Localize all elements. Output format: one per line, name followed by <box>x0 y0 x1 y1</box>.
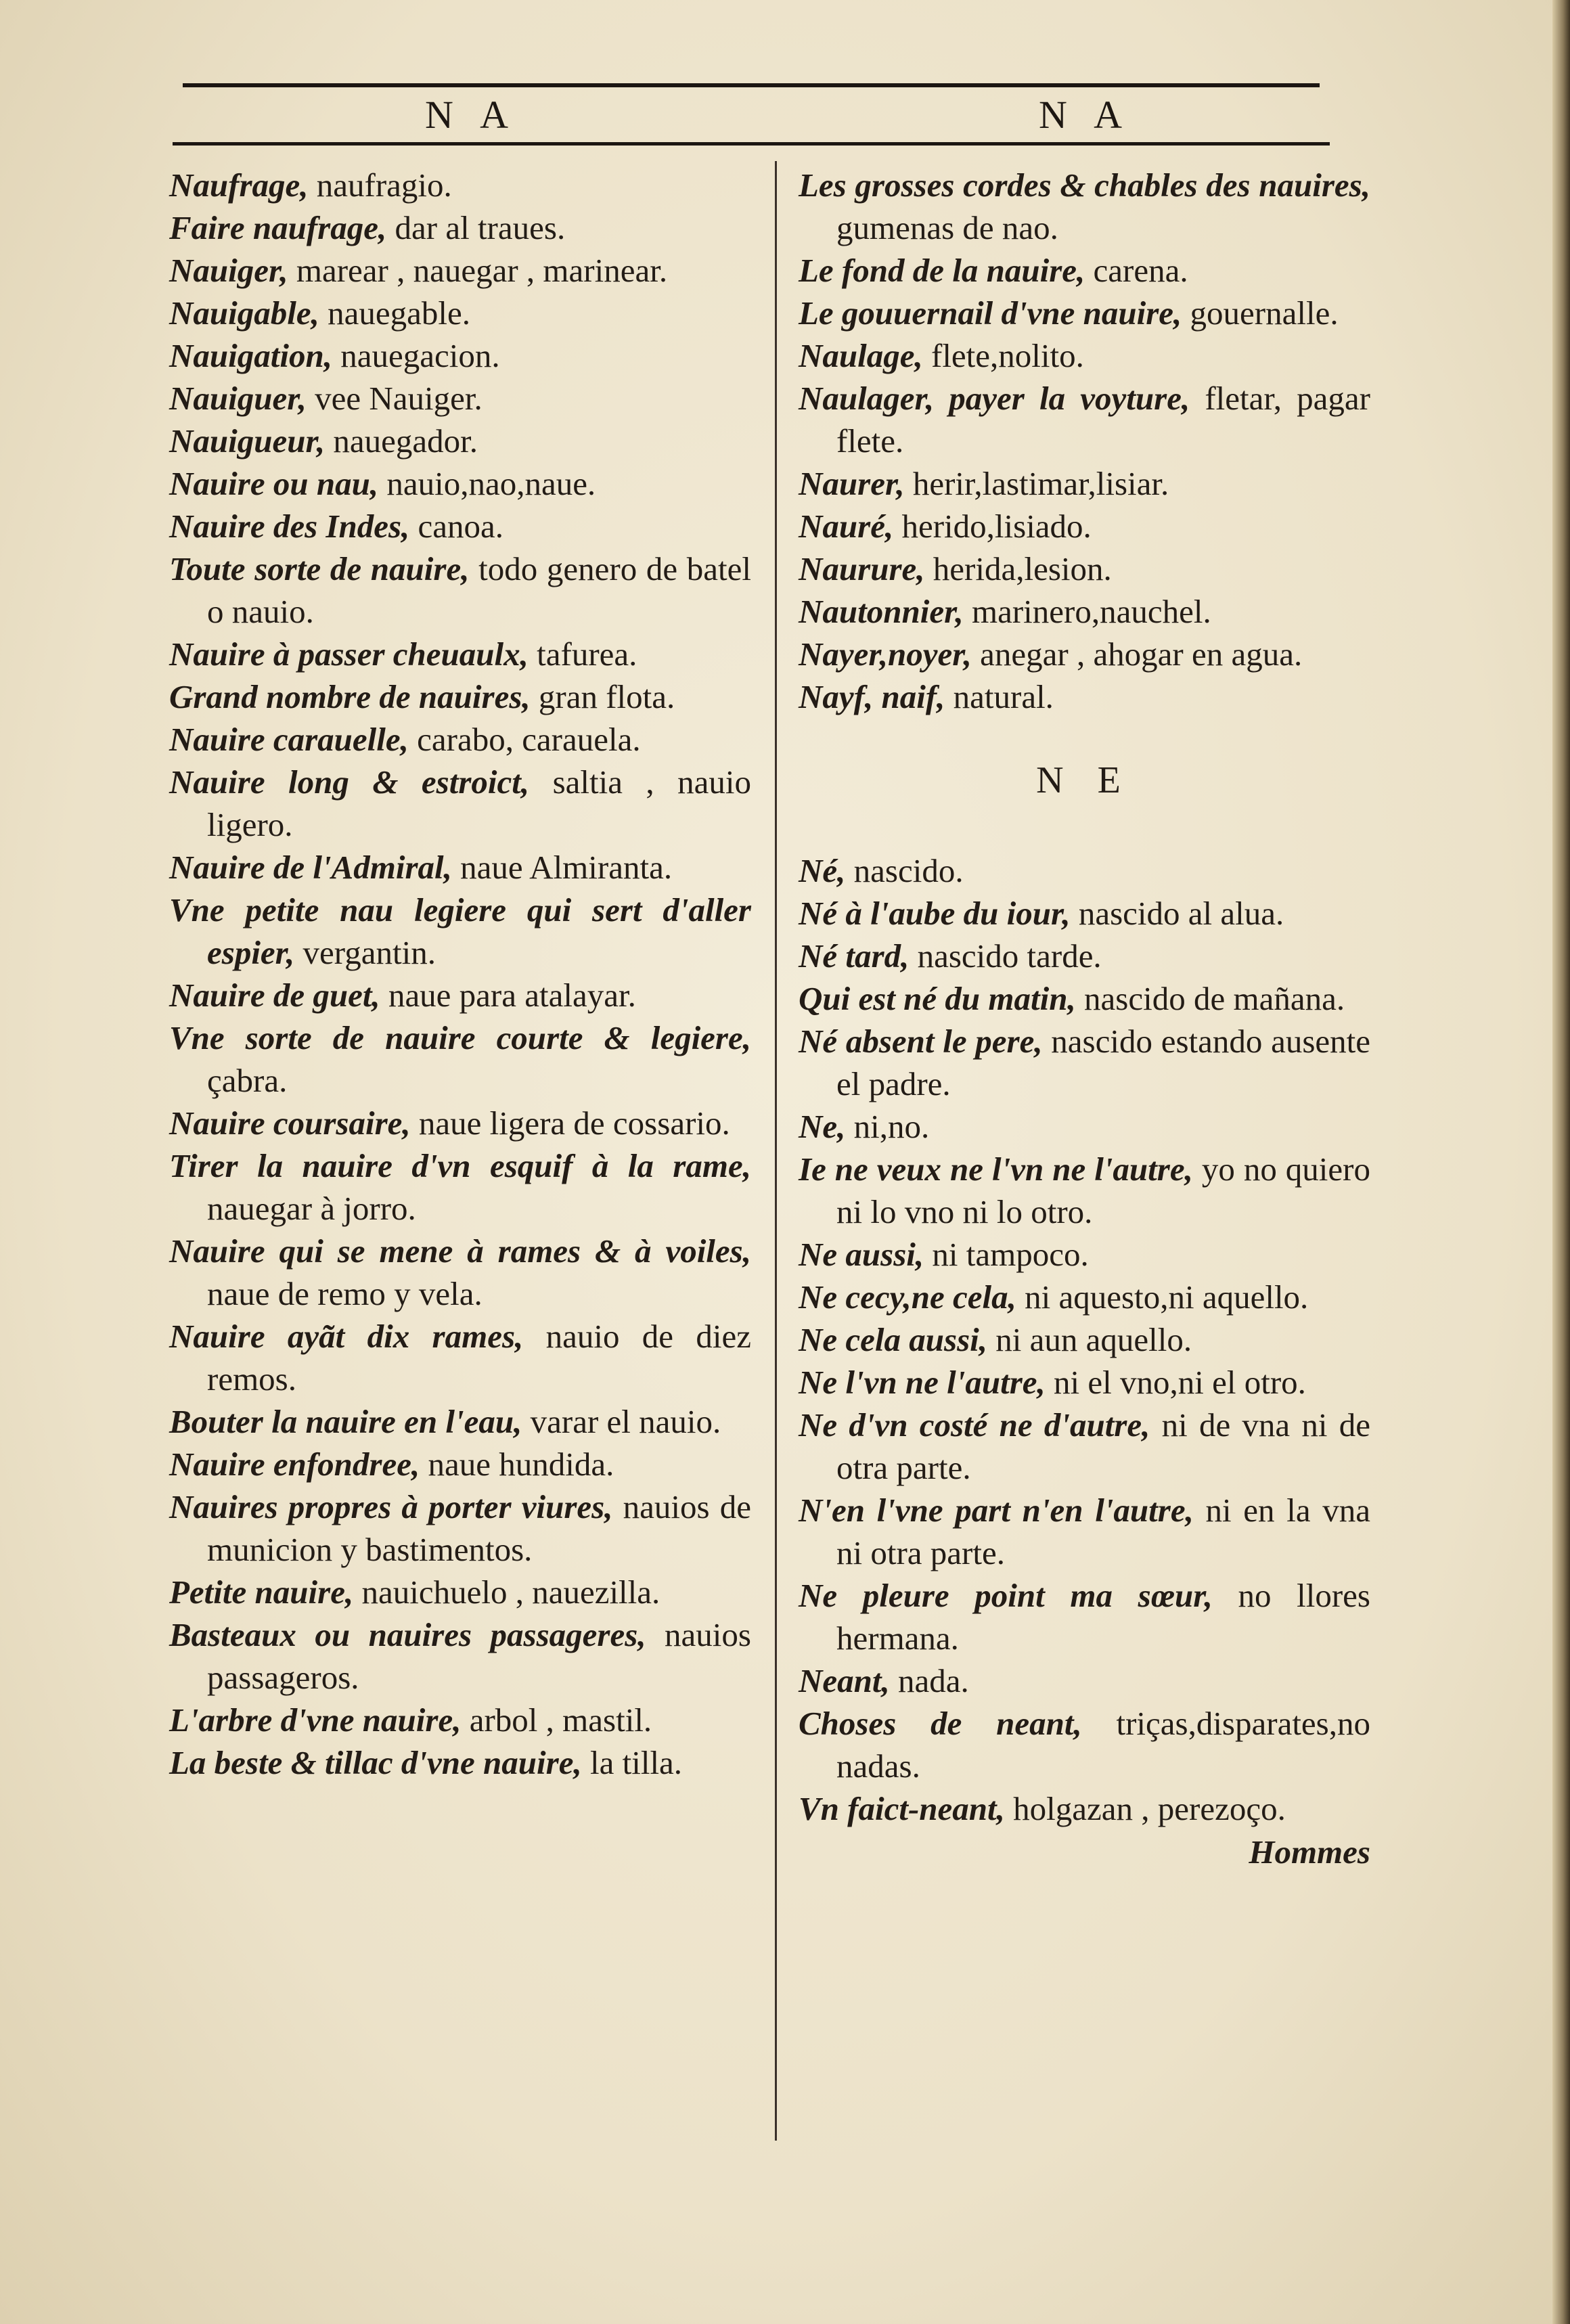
spanish-translation: nascido de mañana. <box>1075 980 1345 1017</box>
spanish-translation: naue para atalayar. <box>380 977 636 1014</box>
spanish-translation: anegar , ahogar en agua. <box>971 635 1303 673</box>
dictionary-entry <box>799 1404 1370 1489</box>
spanish-translation: herir,lastimar,lisiar. <box>904 465 1169 502</box>
dictionary-entry <box>799 1020 1370 1105</box>
dictionary-entry <box>169 974 751 1016</box>
header-left: N A <box>425 93 518 137</box>
dictionary-entry <box>169 1400 751 1443</box>
french-headword: Vn faict-neant, <box>799 1790 1005 1827</box>
french-headword: Nayf, naif, <box>799 678 945 715</box>
french-headword: Ne aussi, <box>799 1236 924 1273</box>
dictionary-entry <box>799 249 1370 292</box>
spanish-translation: nauegacion. <box>332 337 500 374</box>
header-right: N A <box>1039 93 1132 137</box>
french-headword: Nayer,noyer, <box>799 635 972 673</box>
dictionary-entry <box>169 505 751 548</box>
dictionary-entry <box>799 164 1370 249</box>
dictionary-entry <box>799 1702 1370 1787</box>
french-headword: La beste & tillac d'vne nauire, <box>169 1744 582 1781</box>
spanish-translation: nauegar à jorro. <box>207 1190 416 1227</box>
french-headword: Nautonnier, <box>799 593 964 630</box>
dictionary-entry <box>799 1787 1370 1830</box>
dictionary-entry <box>799 1361 1370 1404</box>
french-headword: Nauire enfondree, <box>169 1446 420 1483</box>
dictionary-entry <box>169 334 751 377</box>
french-headword: Naurer, <box>799 465 905 502</box>
french-headword: Né, <box>799 852 846 889</box>
spanish-translation: nauio,nao,naue. <box>378 465 596 502</box>
spanish-translation: ni aquesto,ni aquello. <box>1016 1278 1309 1316</box>
french-headword: Nauire de guet, <box>169 977 380 1014</box>
dictionary-entry <box>169 420 751 462</box>
spanish-translation: ni de vna ni de otra parte. <box>836 1406 1370 1486</box>
dictionary-entry <box>169 377 751 420</box>
french-headword: Nauigable, <box>169 294 319 332</box>
french-headword: Basteaux ou nauires passageres, <box>169 1616 646 1653</box>
french-headword: Nauire coursaire, <box>169 1104 411 1142</box>
dictionary-entry <box>169 548 751 633</box>
french-headword: Ne, <box>799 1108 846 1145</box>
french-headword: Qui est né du matin, <box>799 980 1076 1017</box>
right-column-ne-entries <box>799 849 1370 1830</box>
dictionary-entry <box>799 1318 1370 1361</box>
spanish-translation: gumenas de nao. <box>836 209 1058 246</box>
spanish-translation: ni aun aquello. <box>987 1321 1192 1358</box>
dictionary-entry <box>169 164 751 206</box>
french-headword: Né à l'aube du iour, <box>799 895 1071 932</box>
dictionary-entry <box>169 1102 751 1144</box>
spanish-translation: ni,no. <box>845 1108 930 1145</box>
french-headword: Nauigueur, <box>169 422 326 460</box>
dictionary-entry <box>799 377 1370 462</box>
page-binding-edge <box>1552 0 1570 2324</box>
dictionary-entry <box>799 1233 1370 1276</box>
spanish-translation: nauios passageros. <box>207 1616 751 1696</box>
dictionary-entry <box>169 1699 751 1741</box>
french-headword: Les grosses cordes & chables des nauires, <box>799 166 1370 204</box>
french-headword: Le gouuernail d'vne nauire, <box>799 294 1182 332</box>
spanish-translation: nada. <box>889 1662 969 1699</box>
french-headword: Nauire qui se mene à rames & à voiles, <box>169 1232 751 1270</box>
dictionary-entry <box>799 462 1370 505</box>
spanish-translation: nauios de municion y bastimentos. <box>207 1488 752 1568</box>
french-headword: Né absent le pere, <box>799 1023 1043 1060</box>
dictionary-entry <box>799 1276 1370 1318</box>
french-headword: Nauire carauelle, <box>169 721 409 758</box>
dictionary-entry <box>169 249 751 292</box>
dictionary-entry <box>169 1315 751 1400</box>
french-headword: Nauré, <box>799 508 894 545</box>
french-headword: Nauire à passer cheuaulx, <box>169 635 529 673</box>
dictionary-entry <box>169 1571 751 1613</box>
dictionary-entry <box>169 292 751 334</box>
dictionary-entry <box>799 1148 1370 1233</box>
dictionary-entry <box>799 675 1370 718</box>
dictionary-entry <box>799 1489 1370 1574</box>
spanish-translation: fletar, pagar flete. <box>836 380 1370 460</box>
spanish-translation: ni el vno,ni el otro. <box>1045 1364 1306 1401</box>
french-headword: Nauire ou nau, <box>169 465 379 502</box>
spanish-translation: ni en la vna ni otra parte. <box>836 1492 1370 1571</box>
left-column <box>169 164 751 1784</box>
catchword: Hommes <box>1249 1833 1370 1871</box>
dictionary-entry <box>799 590 1370 633</box>
dictionary-entry <box>169 889 751 974</box>
column-divider <box>775 161 777 2141</box>
spanish-translation: nascido al alua. <box>1070 895 1284 932</box>
right-column <box>799 164 1370 1871</box>
spanish-translation: herido,lisiado. <box>893 508 1092 545</box>
french-headword: Faire naufrage, <box>169 209 387 246</box>
dictionary-entry <box>799 1659 1370 1702</box>
dictionary-entry <box>169 206 751 249</box>
french-headword: Petite nauire, <box>169 1573 354 1611</box>
dictionary-entry <box>169 633 751 675</box>
french-headword: Grand nombre de nauires, <box>169 678 531 715</box>
spanish-translation: carena. <box>1085 252 1188 289</box>
spanish-translation: ni tampoco. <box>924 1236 1089 1273</box>
french-headword: Ie ne veux ne l'vn ne l'autre, <box>799 1150 1193 1188</box>
spanish-translation: nauichuelo , nauezilla. <box>353 1573 660 1611</box>
spanish-translation: marinero,nauchel. <box>963 593 1211 630</box>
spanish-translation: naufragio. <box>308 166 452 204</box>
spanish-translation: varar el nauio. <box>522 1403 721 1440</box>
spanish-translation: vee Nauiger. <box>306 380 483 417</box>
spanish-translation: naue de remo y vela. <box>207 1275 483 1312</box>
french-headword: Ne pleure point ma sœur, <box>799 1577 1213 1614</box>
french-headword: Neant, <box>799 1662 890 1699</box>
french-headword: Toute sorte de nauire, <box>169 550 470 587</box>
spanish-translation: naue hundida. <box>420 1446 614 1483</box>
spanish-translation: canoa. <box>409 508 504 545</box>
french-headword: Vne sorte de nauire courte & legiere, <box>169 1019 751 1056</box>
spanish-translation: marear , nauegar , marinear. <box>288 252 668 289</box>
spanish-translation: carabo, carauela. <box>408 721 641 758</box>
header-top-rule <box>183 83 1320 87</box>
spanish-translation: nascido estando ausente el padre. <box>836 1023 1370 1102</box>
spanish-translation: todo genero de batel o nauio. <box>207 550 752 630</box>
dictionary-entry <box>169 1443 751 1485</box>
french-headword: N'en l'vne part n'en l'autre, <box>799 1492 1194 1529</box>
spanish-translation: tafurea. <box>528 635 637 673</box>
spanish-translation: no llores hermana. <box>836 1577 1370 1657</box>
french-headword: Nauires propres à porter viures, <box>169 1488 613 1525</box>
spanish-translation: yo no quiero ni lo vno ni lo otro. <box>836 1150 1370 1230</box>
french-headword: Ne cecy,ne cela, <box>799 1278 1016 1316</box>
dictionary-entry <box>799 334 1370 377</box>
french-headword: Ne l'vn ne l'autre, <box>799 1364 1046 1401</box>
spanish-translation: flete,nolito. <box>922 337 1084 374</box>
french-headword: Nauiguer, <box>169 380 307 417</box>
dictionary-entry <box>799 1105 1370 1148</box>
dictionary-entry <box>169 1485 751 1571</box>
spanish-translation: saltia , nauio ligero. <box>207 763 751 843</box>
spanish-translation: nascido. <box>845 852 964 889</box>
french-headword: Nauire long & estroict, <box>169 763 530 801</box>
spanish-translation: nauegador. <box>325 422 478 460</box>
spanish-translation: dar al traues. <box>386 209 566 246</box>
french-headword: Nauiger, <box>169 252 288 289</box>
spanish-translation: naue ligera de cossario. <box>410 1104 730 1142</box>
french-headword: Tirer la nauire d'vn esquif à la rame, <box>169 1147 751 1184</box>
french-headword: Naulager, payer la voyture, <box>799 380 1190 417</box>
french-headword: Ne d'vn costé ne d'autre, <box>799 1406 1150 1444</box>
spanish-translation: gran flota. <box>530 678 675 715</box>
french-headword: Le fond de la nauire, <box>799 252 1085 289</box>
dictionary-entry <box>799 548 1370 590</box>
dictionary-entry <box>799 633 1370 675</box>
french-headword: Bouter la nauire en l'eau, <box>169 1403 522 1440</box>
right-column-na-entries <box>799 164 1370 718</box>
dictionary-entry <box>169 675 751 718</box>
spanish-translation: herida,lesion. <box>924 550 1112 587</box>
dictionary-entry <box>169 1613 751 1699</box>
french-headword: Choses de neant, <box>799 1705 1082 1742</box>
dictionary-entry <box>799 892 1370 935</box>
french-headword: Naulage, <box>799 337 923 374</box>
spanish-translation: vergantin. <box>294 934 436 971</box>
french-headword: Vne petite nau legiere qui sert d'aller espier, <box>169 891 751 971</box>
spanish-translation: naue Almiranta. <box>451 849 673 886</box>
dictionary-entry <box>799 505 1370 548</box>
spanish-translation: natural. <box>945 678 1054 715</box>
dictionary-entry <box>799 935 1370 977</box>
spanish-translation: nauio de diez remos. <box>207 1318 751 1398</box>
french-headword: Nauigation, <box>169 337 332 374</box>
french-headword: Naufrage, <box>169 166 309 204</box>
spanish-translation: holgazan , perezoço. <box>1004 1790 1286 1827</box>
french-headword: Nauire ayãt dix rames, <box>169 1318 524 1355</box>
dictionary-entry <box>799 1574 1370 1659</box>
spanish-translation: triças,disparates,no nadas. <box>836 1705 1370 1785</box>
spanish-translation: gouernalle. <box>1182 294 1339 332</box>
dictionary-entry <box>169 846 751 889</box>
spanish-translation: çabra. <box>207 1062 288 1099</box>
french-headword: Ne cela aussi, <box>799 1321 987 1358</box>
french-headword: Naurure, <box>799 550 925 587</box>
dictionary-entry <box>799 849 1370 892</box>
dictionary-entry <box>169 1741 751 1784</box>
header-bottom-rule <box>173 142 1330 146</box>
dictionary-entry <box>169 1230 751 1315</box>
french-headword: Né tard, <box>799 937 910 975</box>
french-headword: Nauire de l'Admiral, <box>169 849 452 886</box>
dictionary-entry <box>799 977 1370 1020</box>
spanish-translation: arbol , mastil. <box>461 1701 652 1739</box>
dictionary-entry <box>169 462 751 505</box>
spanish-translation: la tilla. <box>581 1744 683 1781</box>
spanish-translation: nauegable. <box>319 294 470 332</box>
french-headword: Nauire des Indes, <box>169 508 410 545</box>
dictionary-entry <box>169 718 751 761</box>
french-headword: L'arbre d'vne nauire, <box>169 1701 462 1739</box>
section-heading: N E <box>1036 759 1133 801</box>
dictionary-entry <box>169 1016 751 1102</box>
dictionary-entry <box>169 1144 751 1230</box>
spanish-translation: nascido tarde. <box>909 937 1102 975</box>
dictionary-entry <box>799 292 1370 334</box>
dictionary-entry <box>169 761 751 846</box>
